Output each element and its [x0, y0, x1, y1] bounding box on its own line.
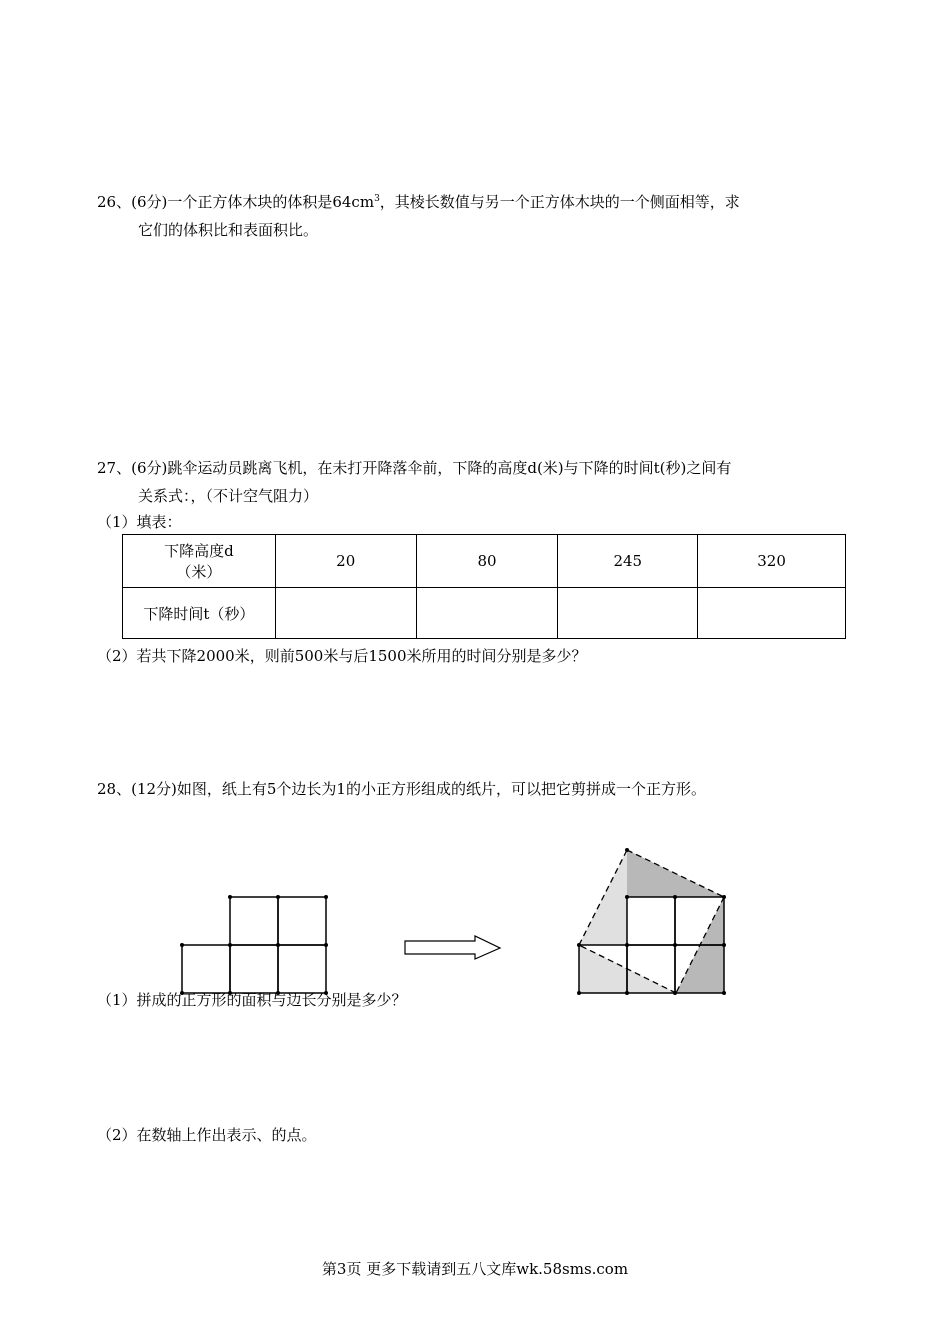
- time-header-cell: 下降时间t（秒）: [123, 588, 276, 639]
- unit-square: [278, 897, 326, 945]
- height-cell: 20: [275, 535, 416, 588]
- q27-part1: （1）填表：: [97, 513, 182, 531]
- unit-square: [278, 945, 326, 993]
- q28-part1: （1）拼成的正方形的面积与边长分别是多少？: [97, 991, 407, 1009]
- rearranged-square-figure: [577, 848, 726, 995]
- unit-square: [182, 945, 230, 993]
- height-cell: 320: [698, 535, 846, 588]
- height-cell: 245: [558, 535, 698, 588]
- q28-part2: （2）在数轴上作出表示、的点。: [97, 1126, 317, 1144]
- q26-superscript: 3: [374, 194, 380, 204]
- q27-part2: （2）若共下降2000米，则前500米与后1500米所用的时间分别是多少？: [97, 647, 587, 665]
- unit-square: [230, 945, 278, 993]
- q27-line2: 关系式：，（不计空气阻力）: [138, 487, 319, 505]
- q26-text-b: ，其棱长数值与另一个正方体木块的一个侧面相等，求: [379, 193, 740, 211]
- q26-text-a: 26、(6分)一个正方体木块的体积是64cm: [97, 193, 375, 211]
- q26-line2: 它们的体积比和表面积比。: [138, 221, 319, 239]
- q27-line1: 27、(6分)跳伞运动员跳离飞机，在未打开降落伞前，下降的高度d(米)与下降的时间t(秒)之间有: [97, 459, 732, 477]
- right-arrow-icon: [405, 936, 500, 959]
- height-cell: 80: [416, 535, 558, 588]
- page-footer: 第3页 更多下载请到五八文库wk.58sms.com: [321, 1260, 629, 1278]
- q28-line1: 28、(12分)如图，纸上有5个边长为1的小正方形组成的纸片，可以把它剪拼成一个正方形。: [97, 780, 706, 798]
- height-header-line1: 下降高度d: [164, 542, 234, 560]
- height-header-line2: （米）: [176, 563, 222, 581]
- five-square-figure: [182, 897, 326, 993]
- unit-square: [230, 897, 278, 945]
